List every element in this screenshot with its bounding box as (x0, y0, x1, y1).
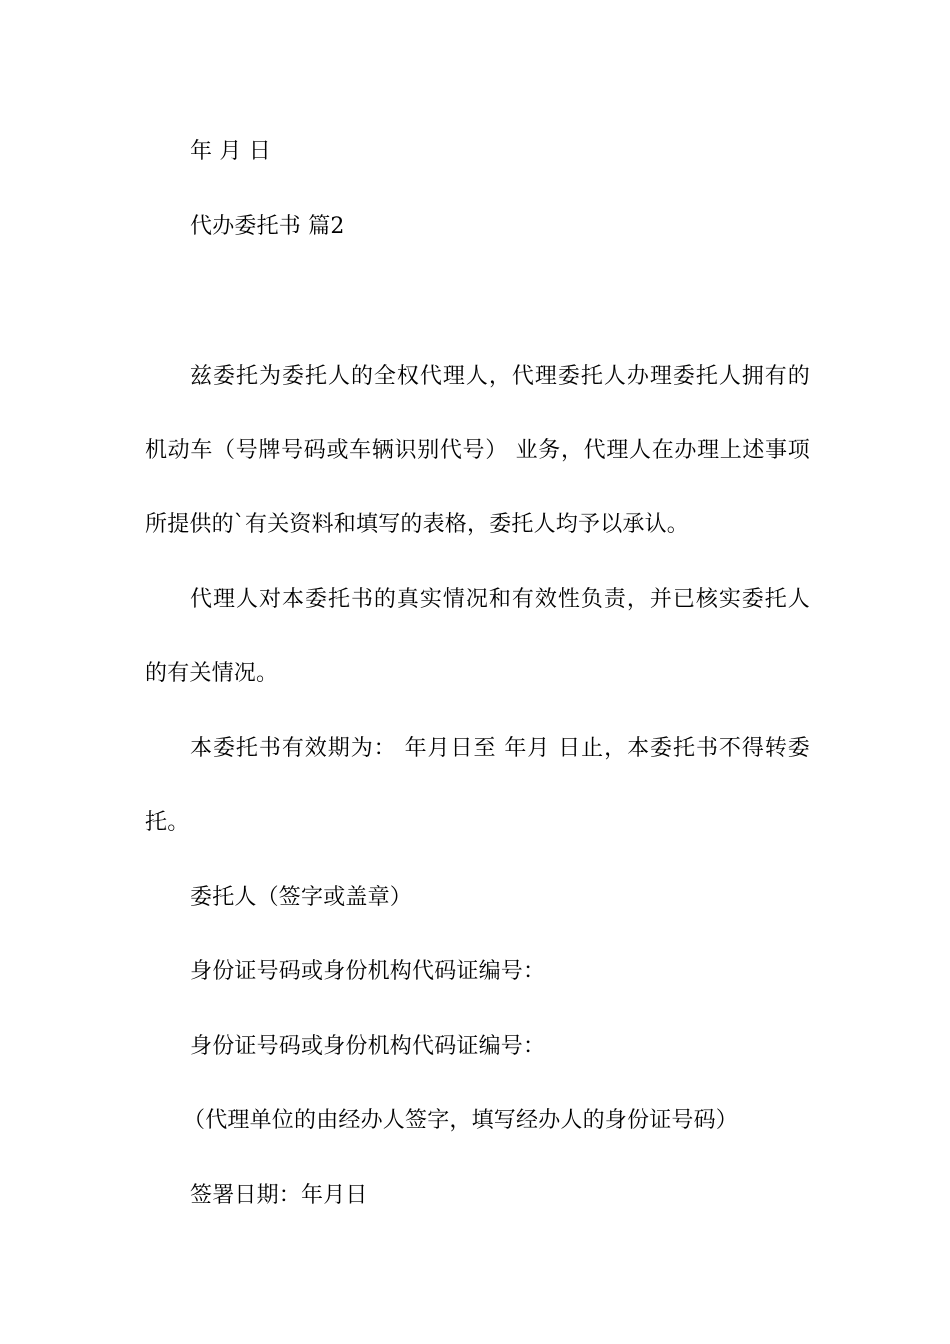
section-title: 代办委托书 篇2 (190, 214, 345, 239)
paragraph-2-line-1: 代理人对本委托书的真实情况和有效性负责，并已核实委托人 (190, 587, 810, 612)
id-number-field-2: 身份证号码或身份机构代码证编号： (190, 1034, 546, 1059)
id-number-field-1: 身份证号码或身份机构代码证编号： (190, 959, 546, 984)
principal-field: 委托人（签字或盖章） (190, 885, 413, 910)
date-line: 年 月 日 (190, 139, 271, 164)
paragraph-3-line-1: 本委托书有效期为： 年月日至 年月 日止，本委托书不得转委 (190, 736, 810, 761)
paragraph-1-line-1: 兹委托为委托人的全权代理人，代理委托人办理委托人拥有的 (190, 364, 810, 389)
agent-note: （代理单位的由经办人签字，填写经办人的身份证号码） (183, 1108, 739, 1133)
paragraph-1-line-3: 所提供的`有关资料和填写的表格，委托人均予以承认。 (145, 512, 690, 537)
sign-date-field: 签署日期：年月日 (190, 1183, 368, 1208)
paragraph-1-line-2: 机动车（号牌号码或车辆识别代号） 业务，代理人在办理上述事项 (145, 438, 810, 463)
paragraph-3-line-2: 托。 (145, 810, 190, 835)
paragraph-2-line-2: 的有关情况。 (145, 661, 279, 686)
